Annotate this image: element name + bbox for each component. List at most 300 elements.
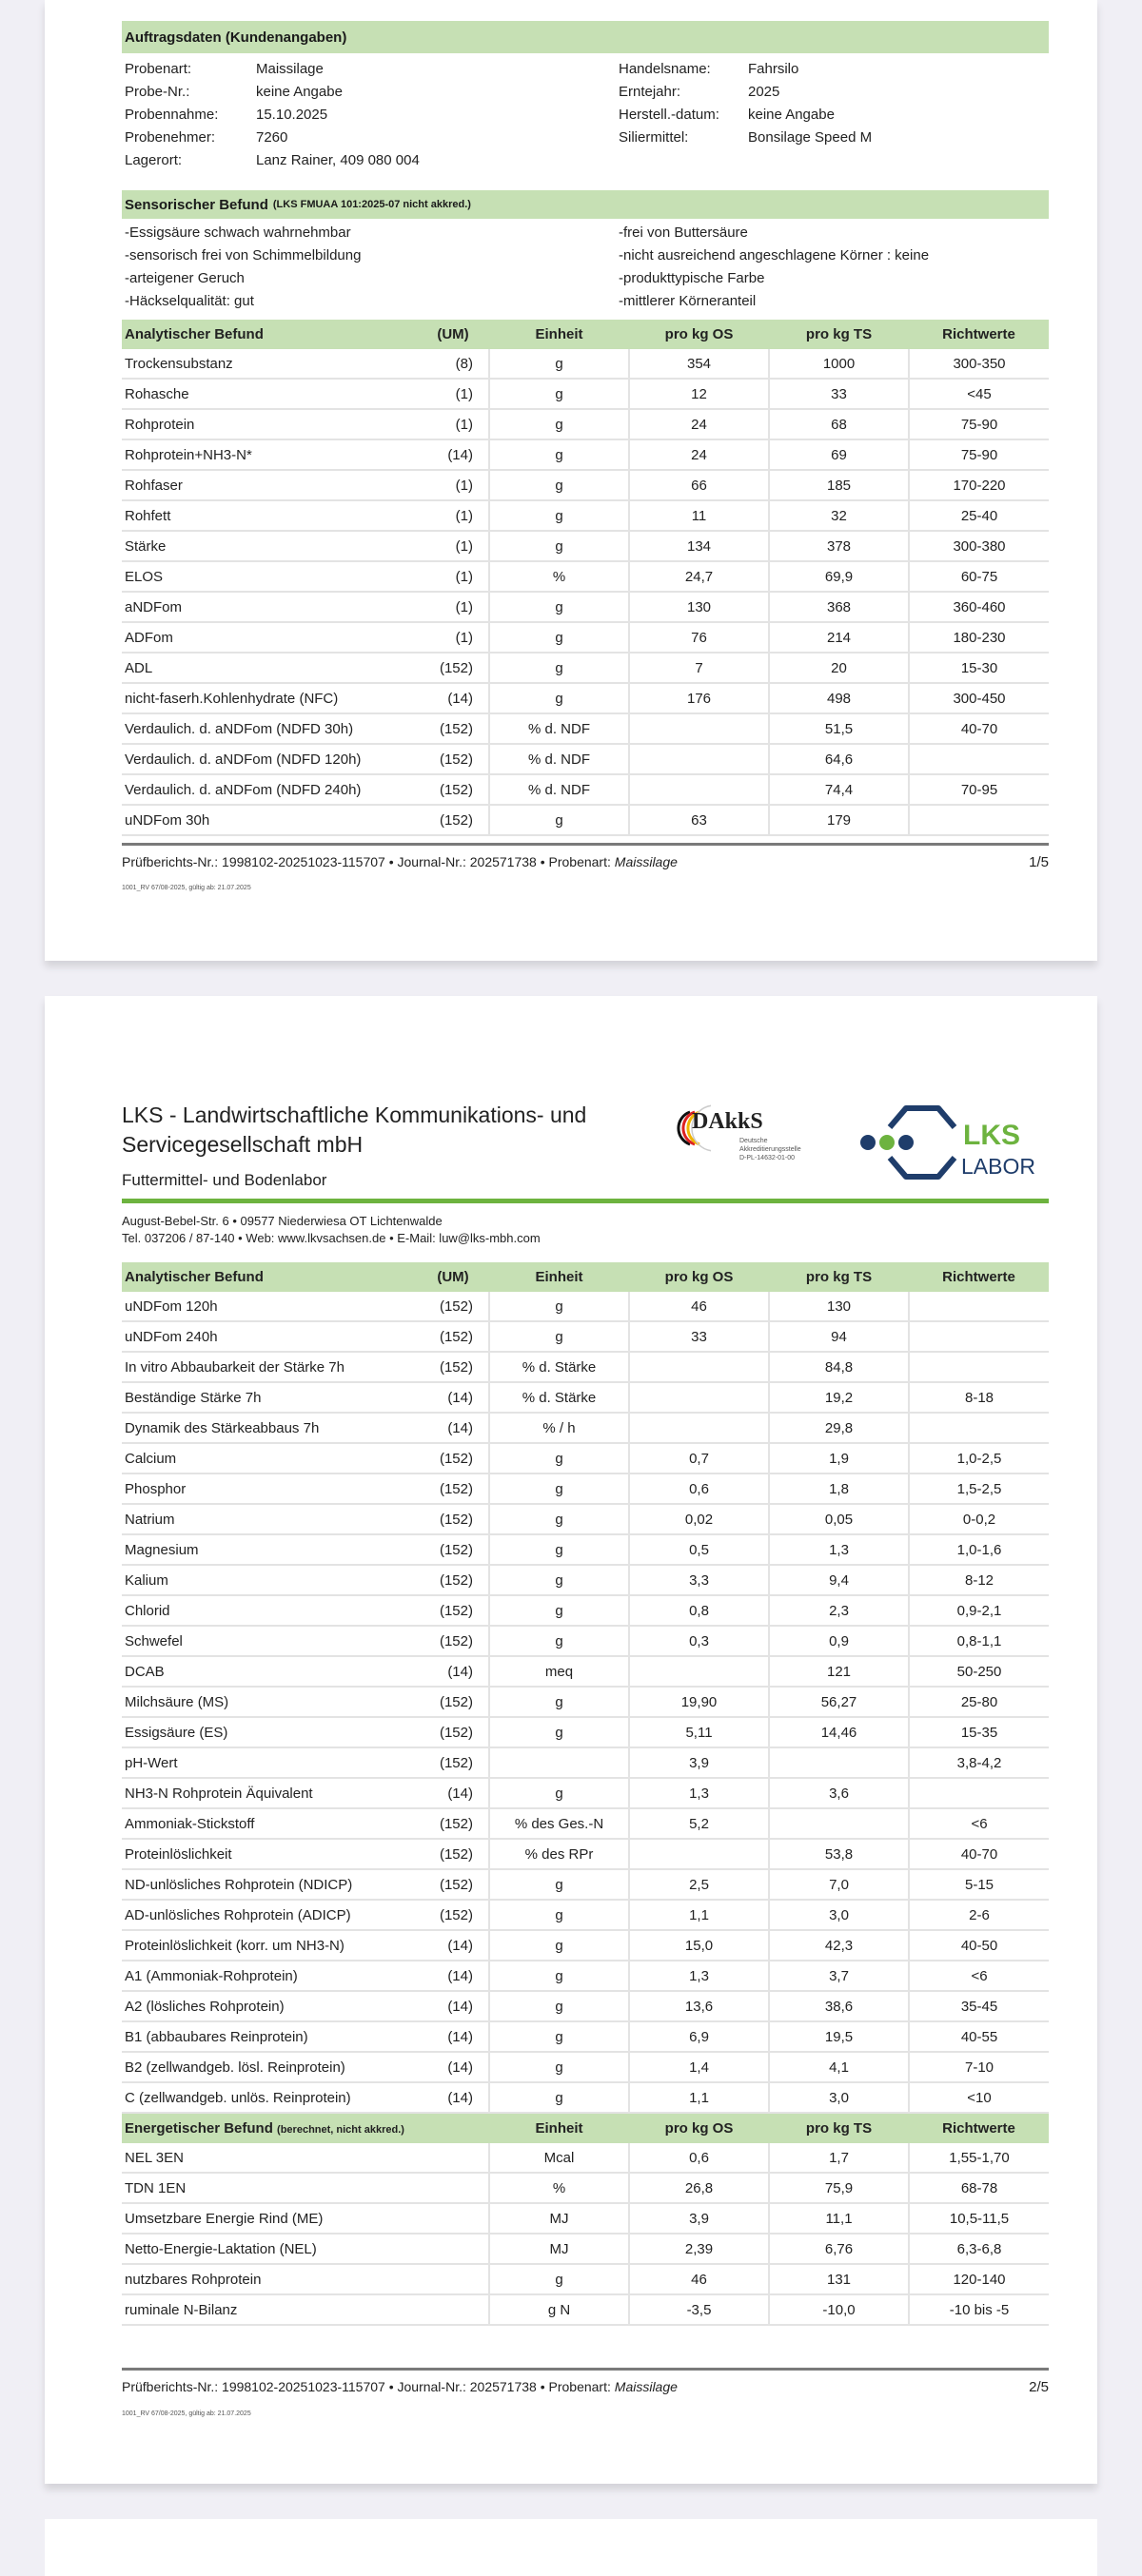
method-code: (14)	[417, 1991, 489, 2021]
parameter-name: ADL	[122, 653, 417, 683]
value-ts-cell: 69,9	[769, 561, 909, 592]
reference-range-cell: 1,0-1,6	[909, 1534, 1049, 1565]
value-os-cell: 0,5	[629, 1534, 769, 1565]
column-header: Einheit	[489, 1262, 629, 1292]
parameter-name: NH3-N Rohprotein Äquivalent	[122, 1778, 417, 1808]
column-header: (UM)	[417, 320, 489, 349]
reference-range-cell: 8-18	[909, 1382, 1049, 1413]
dakks-id: D-PL-14632-01-00	[739, 1155, 795, 1161]
value-ts-cell: 19,2	[769, 1382, 909, 1413]
parameter-name: Magnesium	[122, 1534, 417, 1565]
parameter-name: aNDFom	[122, 592, 417, 622]
field-value: Lanz Rainer, 409 080 004	[256, 151, 420, 168]
parameter-name: DCAB	[122, 1656, 417, 1687]
value-ts-cell: 33	[769, 379, 909, 409]
table-row	[122, 1504, 1049, 1534]
table-row	[122, 500, 1049, 531]
dakks-accreditation-logo	[673, 1103, 835, 1169]
sensory-left-column	[125, 221, 361, 312]
value-ts-cell: 38,6	[769, 1991, 909, 2021]
parameter-name: Calcium	[122, 1443, 417, 1473]
unit-cell: g	[489, 653, 629, 683]
energy-note: (berechnet, nicht akkred.)	[277, 2124, 404, 2136]
field-value: keine Angabe	[256, 83, 343, 100]
form-version: 1001_RV 67/08-2025, gültig ab: 21.07.2025	[122, 2410, 251, 2417]
parameter-name: TDN 1EN	[122, 2173, 489, 2203]
column-header: Richtwerte	[909, 2114, 1049, 2143]
value-ts-cell: 29,8	[769, 1413, 909, 1443]
table-row	[122, 1352, 1049, 1382]
method-code: (14)	[417, 1778, 489, 1808]
table-row	[122, 744, 1049, 774]
value-os-cell: 46	[629, 1292, 769, 1321]
parameter-name: Trockensubstanz	[122, 349, 417, 379]
reference-range-cell: 40-70	[909, 1839, 1049, 1869]
unit-cell: % d. Stärke	[489, 1352, 629, 1382]
order-field	[125, 80, 420, 103]
reference-range-cell: 25-40	[909, 500, 1049, 531]
reference-range-cell: 180-230	[909, 622, 1049, 653]
parameter-name: Kalium	[122, 1565, 417, 1595]
parameter-name: pH-Wert	[122, 1747, 417, 1778]
method-code: (152)	[417, 1808, 489, 1839]
parameter-name: Chlorid	[122, 1595, 417, 1626]
unit-cell: g	[489, 2021, 629, 2052]
unit-cell: %	[489, 2173, 629, 2203]
value-os-cell: 12	[629, 379, 769, 409]
parameter-name: AD-unlösliches Rohprotein (ADICP)	[122, 1900, 417, 1930]
unit-cell: % d. NDF	[489, 713, 629, 744]
reference-range-cell	[909, 744, 1049, 774]
table-row	[122, 1473, 1049, 1504]
table-row	[122, 2021, 1049, 2052]
method-code: (152)	[417, 1292, 489, 1321]
table-row	[122, 774, 1049, 805]
table-row	[122, 1839, 1049, 1869]
reference-range-cell: 3,8-4,2	[909, 1747, 1049, 1778]
parameter-name: Rohfaser	[122, 470, 417, 500]
energy-header-cell	[122, 2114, 489, 2143]
unit-cell: % des Ges.-N	[489, 1808, 629, 1839]
table-row	[122, 1778, 1049, 1808]
table-row	[122, 1626, 1049, 1656]
table-row	[122, 2082, 1049, 2113]
table-header-row	[122, 1262, 1049, 1292]
table-row	[122, 1991, 1049, 2021]
parameter-name: uNDFom 30h	[122, 805, 417, 835]
unit-cell: g	[489, 683, 629, 713]
parameter-name: In vitro Abbaubarkeit der Stärke 7h	[122, 1352, 417, 1382]
unit-cell: g	[489, 1626, 629, 1656]
method-code: (152)	[417, 1595, 489, 1626]
unit-cell	[489, 1747, 629, 1778]
sensory-finding: -sensorisch frei von Schimmelbildung	[125, 246, 362, 263]
value-ts-cell: 14,46	[769, 1717, 909, 1747]
parameter-name: Umsetzbare Energie Rind (ME)	[122, 2203, 489, 2234]
value-ts-cell: 20	[769, 653, 909, 683]
parameter-name: B1 (abbaubares Reinprotein)	[122, 2021, 417, 2052]
parameter-name: A2 (lösliches Rohprotein)	[122, 1991, 417, 2021]
parameter-name: Proteinlöslichkeit	[122, 1839, 417, 1869]
table-row	[122, 531, 1049, 561]
value-ts-cell	[769, 1747, 909, 1778]
value-os-cell: 63	[629, 805, 769, 835]
field-value: Bonsilage Speed M	[748, 128, 873, 146]
column-header: Analytischer Befund	[122, 1262, 417, 1292]
table-row	[122, 713, 1049, 744]
page-number: 2/5	[1029, 2379, 1049, 2395]
value-os-cell: 26,8	[629, 2173, 769, 2203]
column-header: pro kg OS	[629, 320, 769, 349]
column-header: pro kg OS	[629, 2114, 769, 2143]
method-code: (152)	[417, 1839, 489, 1869]
parameter-name: Dynamik des Stärkeabbaus 7h	[122, 1413, 417, 1443]
method-code: (152)	[417, 653, 489, 683]
table-row	[122, 1808, 1049, 1839]
unit-cell: g	[489, 409, 629, 439]
value-ts-cell: 69	[769, 439, 909, 470]
report-number: Prüfberichts-Nr.: 1998102-20251023-115707 • Journal-Nr.: 202571738 • Probenart:	[122, 2379, 615, 2394]
unit-cell: g	[489, 1321, 629, 1352]
table-row	[122, 1595, 1049, 1626]
method-code: (14)	[417, 1961, 489, 1991]
analysis-table	[122, 320, 1049, 836]
value-os-cell: 1,4	[629, 2052, 769, 2082]
sensory-header	[122, 190, 1049, 219]
value-ts-cell: 32	[769, 500, 909, 531]
table-row	[122, 2264, 1049, 2294]
parameter-name: Ammoniak-Stickstoff	[122, 1808, 417, 1839]
value-os-cell: 19,90	[629, 1687, 769, 1717]
table-row	[122, 1717, 1049, 1747]
parameter-name: ND-unlösliches Rohprotein (NDICP)	[122, 1869, 417, 1900]
sensory-finding: -produkttypische Farbe	[619, 269, 765, 286]
parameter-name: Verdaulich. d. aNDFom (NDFD 30h)	[122, 713, 417, 744]
value-os-cell: 33	[629, 1321, 769, 1352]
table-row	[122, 683, 1049, 713]
table-row	[122, 409, 1049, 439]
method-code: (1)	[417, 379, 489, 409]
value-os-cell	[629, 1656, 769, 1687]
value-ts-cell: 2,3	[769, 1595, 909, 1626]
report-page-1	[45, 0, 1097, 961]
method-code: (152)	[417, 1504, 489, 1534]
column-header: (UM)	[417, 1262, 489, 1292]
value-ts-cell: 185	[769, 470, 909, 500]
logo-labor-text: LABOR	[961, 1154, 1035, 1179]
parameter-name: ELOS	[122, 561, 417, 592]
page-number: 1/5	[1029, 854, 1049, 870]
sensory-section	[122, 190, 1049, 316]
order-field	[619, 126, 872, 148]
table-row	[122, 2203, 1049, 2234]
method-code: (152)	[417, 744, 489, 774]
value-os-cell: 176	[629, 683, 769, 713]
sensory-finding: -arteigener Geruch	[125, 269, 245, 286]
method-code: (14)	[417, 1413, 489, 1443]
value-os-cell: 134	[629, 531, 769, 561]
table-row	[122, 1869, 1049, 1900]
lks-labor-logo	[856, 1091, 1056, 1196]
report-page-2	[45, 996, 1097, 2484]
table-row	[122, 653, 1049, 683]
method-code: (152)	[417, 1626, 489, 1656]
reference-range-cell: <6	[909, 1961, 1049, 1991]
value-ts-cell: 51,5	[769, 713, 909, 744]
analysis-table-1-wrap	[122, 320, 1049, 836]
value-ts-cell: 1,7	[769, 2143, 909, 2173]
parameter-name: Netto-Energie-Laktation (NEL)	[122, 2234, 489, 2264]
parameter-name: Rohprotein	[122, 409, 417, 439]
parameter-name: A1 (Ammoniak-Rohprotein)	[122, 1961, 417, 1991]
value-ts-cell: 11,1	[769, 2203, 909, 2234]
unit-cell: g	[489, 439, 629, 470]
method-code: (14)	[417, 1656, 489, 1687]
value-ts-cell: -10,0	[769, 2294, 909, 2325]
dakks-line-1: Deutsche	[739, 1138, 768, 1144]
energy-table	[122, 2114, 1049, 2326]
order-field	[619, 103, 872, 126]
unit-cell: g	[489, 1292, 629, 1321]
unit-cell: g	[489, 622, 629, 653]
unit-cell: g	[489, 531, 629, 561]
method-code: (14)	[417, 2082, 489, 2113]
field-value: Fahrsilo	[748, 60, 799, 77]
unit-cell: g	[489, 1565, 629, 1595]
table-row	[122, 439, 1049, 470]
method-code: (1)	[417, 592, 489, 622]
value-os-cell: 11	[629, 500, 769, 531]
value-ts-cell: 1000	[769, 349, 909, 379]
parameter-name: Proteinlöslichkeit (korr. um NH3-N)	[122, 1930, 417, 1961]
reference-range-cell: 15-35	[909, 1717, 1049, 1747]
value-os-cell: 130	[629, 592, 769, 622]
value-ts-cell: 9,4	[769, 1565, 909, 1595]
field-label: Probennahme:	[125, 106, 219, 123]
method-code: (152)	[417, 1869, 489, 1900]
table-row	[122, 1321, 1049, 1352]
reference-range-cell: 40-55	[909, 2021, 1049, 2052]
order-field	[619, 80, 872, 103]
field-label: Probe-Nr.:	[125, 83, 190, 100]
value-os-cell: 24	[629, 409, 769, 439]
unit-cell: g	[489, 1717, 629, 1747]
logo-lks-text: LKS	[963, 1120, 1020, 1151]
value-os-cell	[629, 713, 769, 744]
parameter-name: Stärke	[122, 531, 417, 561]
method-code: (152)	[417, 1565, 489, 1595]
value-os-cell: 5,2	[629, 1808, 769, 1839]
table-row	[122, 561, 1049, 592]
value-os-cell	[629, 744, 769, 774]
column-header: Richtwerte	[909, 320, 1049, 349]
order-field	[125, 103, 420, 126]
unit-cell: g	[489, 2052, 629, 2082]
table-row	[122, 1747, 1049, 1778]
table-row	[122, 2234, 1049, 2264]
unit-cell: g	[489, 470, 629, 500]
parameter-name: Natrium	[122, 1504, 417, 1534]
table-row	[122, 1292, 1049, 1321]
value-os-cell: -3,5	[629, 2294, 769, 2325]
unit-cell: g	[489, 349, 629, 379]
value-os-cell: 1,3	[629, 1778, 769, 1808]
method-code: (152)	[417, 1687, 489, 1717]
reference-range-cell: 75-90	[909, 409, 1049, 439]
reference-range-cell: <6	[909, 1808, 1049, 1839]
value-os-cell: 0,6	[629, 1473, 769, 1504]
column-header: pro kg TS	[769, 1262, 909, 1292]
value-ts-cell: 3,7	[769, 1961, 909, 1991]
unit-cell: % d. NDF	[489, 774, 629, 805]
value-ts-cell: 7,0	[769, 1869, 909, 1900]
value-ts-cell: 56,27	[769, 1687, 909, 1717]
value-ts-cell: 368	[769, 592, 909, 622]
unit-cell: g	[489, 2082, 629, 2113]
table-row	[122, 2173, 1049, 2203]
sensory-finding: -nicht ausreichend angeschlagene Körner : keine	[619, 246, 930, 263]
parameter-name: Verdaulich. d. aNDFom (NDFD 240h)	[122, 774, 417, 805]
value-os-cell: 1,1	[629, 2082, 769, 2113]
unit-cell: g	[489, 1930, 629, 1961]
unit-cell: % d. NDF	[489, 744, 629, 774]
reference-range-cell	[909, 1352, 1049, 1382]
unit-cell: % des RPr	[489, 1839, 629, 1869]
reference-range-cell: 50-250	[909, 1656, 1049, 1687]
footer-divider	[122, 2368, 1049, 2371]
form-version: 1001_RV 67/08-2025, gültig ab: 21.07.2025	[122, 885, 251, 891]
reference-range-cell: 0,9-2,1	[909, 1595, 1049, 1626]
report-reference	[122, 2379, 678, 2395]
reference-range-cell	[909, 1321, 1049, 1352]
table-row	[122, 1443, 1049, 1473]
reference-range-cell: 8-12	[909, 1565, 1049, 1595]
method-code: (152)	[417, 1473, 489, 1504]
unit-cell: g	[489, 1473, 629, 1504]
method-code: (1)	[417, 470, 489, 500]
order-field	[125, 148, 420, 171]
field-label: Herstell.-datum:	[619, 106, 719, 123]
table-row	[122, 2052, 1049, 2082]
dakks-name: DAkkS	[692, 1109, 763, 1134]
lab-name: Futtermittel- und Bodenlabor	[122, 1171, 327, 1189]
value-ts-cell: 84,8	[769, 1352, 909, 1382]
table-row	[122, 1413, 1049, 1443]
reference-range-cell: 300-380	[909, 531, 1049, 561]
parameter-name: Rohasche	[122, 379, 417, 409]
reference-range-cell: 170-220	[909, 470, 1049, 500]
method-code: (152)	[417, 1747, 489, 1778]
value-ts-cell	[769, 1808, 909, 1839]
parameter-name: nicht-faserh.Kohlenhydrate (NFC)	[122, 683, 417, 713]
parameter-name: nutzbares Rohprotein	[122, 2264, 489, 2294]
value-os-cell: 24	[629, 439, 769, 470]
table-row	[122, 1687, 1049, 1717]
field-value: keine Angabe	[748, 106, 835, 123]
reference-range-cell: 1,5-2,5	[909, 1473, 1049, 1504]
reference-range-cell: <10	[909, 2082, 1049, 2113]
reference-range-cell: 35-45	[909, 1991, 1049, 2021]
field-label: Probenart:	[125, 60, 192, 77]
value-os-cell: 66	[629, 470, 769, 500]
reference-range-cell: 2-6	[909, 1900, 1049, 1930]
value-os-cell: 2,5	[629, 1869, 769, 1900]
sample-type: Maissilage	[614, 2379, 678, 2394]
value-ts-cell: 75,9	[769, 2173, 909, 2203]
value-ts-cell: 68	[769, 409, 909, 439]
field-label: Siliermittel:	[619, 128, 689, 146]
order-data-title: Auftragsdaten (Kundenangaben)	[125, 29, 347, 46]
reference-range-cell: <45	[909, 379, 1049, 409]
column-header: Richtwerte	[909, 1262, 1049, 1292]
table-row	[122, 805, 1049, 835]
value-ts-cell: 3,0	[769, 1900, 909, 1930]
reference-range-cell: 70-95	[909, 774, 1049, 805]
lks-hexagon-icon	[856, 1091, 961, 1196]
value-ts-cell: 0,05	[769, 1504, 909, 1534]
method-code: (14)	[417, 2021, 489, 2052]
value-os-cell: 15,0	[629, 1930, 769, 1961]
report-number: Prüfberichts-Nr.: 1998102-20251023-115707 • Journal-Nr.: 202571738 • Probenart:	[122, 854, 615, 869]
reference-range-cell: 300-350	[909, 349, 1049, 379]
parameter-name: Verdaulich. d. aNDFom (NDFD 120h)	[122, 744, 417, 774]
field-value: 2025	[748, 83, 780, 100]
value-os-cell: 6,9	[629, 2021, 769, 2052]
page-footer	[122, 854, 1049, 870]
reference-range-cell	[909, 1778, 1049, 1808]
unit-cell: MJ	[489, 2234, 629, 2264]
parameter-name: Rohfett	[122, 500, 417, 531]
value-ts-cell: 179	[769, 805, 909, 835]
order-field	[619, 57, 872, 80]
value-os-cell	[629, 1382, 769, 1413]
table-row	[122, 1900, 1049, 1930]
order-data-header	[122, 21, 1049, 53]
method-code: (1)	[417, 500, 489, 531]
value-os-cell: 46	[629, 2264, 769, 2294]
method-code: (1)	[417, 622, 489, 653]
contact-info: Tel. 037206 / 87-140 • Web: www.lkvsachsen.de • E-Mail: luw@lks-mbh.com	[122, 1231, 541, 1245]
column-header: Analytischer Befund	[122, 320, 417, 349]
value-os-cell: 0,8	[629, 1595, 769, 1626]
reference-range-cell: 10,5-11,5	[909, 2203, 1049, 2234]
reference-range-cell: 1,55-1,70	[909, 2143, 1049, 2173]
value-ts-cell: 94	[769, 1321, 909, 1352]
reference-range-cell: 7-10	[909, 2052, 1049, 2082]
reference-range-cell: 120-140	[909, 2264, 1049, 2294]
reference-range-cell: 15-30	[909, 653, 1049, 683]
method-code: (14)	[417, 683, 489, 713]
parameter-name: B2 (zellwandgeb. lösl. Reinprotein)	[122, 2052, 417, 2082]
value-ts-cell: 64,6	[769, 744, 909, 774]
value-os-cell: 3,3	[629, 1565, 769, 1595]
unit-cell: g	[489, 1778, 629, 1808]
method-code: (152)	[417, 1717, 489, 1747]
value-os-cell: 3,9	[629, 2203, 769, 2234]
address-block	[122, 1213, 541, 1247]
reference-range-cell: -10 bis -5	[909, 2294, 1049, 2325]
header-green-rule	[122, 1199, 1049, 1203]
sensory-right-column	[619, 221, 929, 312]
method-code: (152)	[417, 1443, 489, 1473]
report-reference	[122, 854, 678, 870]
reference-range-cell: 300-450	[909, 683, 1049, 713]
unit-cell: g	[489, 1991, 629, 2021]
field-label: Probenehmer:	[125, 128, 216, 146]
unit-cell: g	[489, 1504, 629, 1534]
order-left-column	[125, 57, 420, 171]
page-footer	[122, 2379, 1049, 2395]
